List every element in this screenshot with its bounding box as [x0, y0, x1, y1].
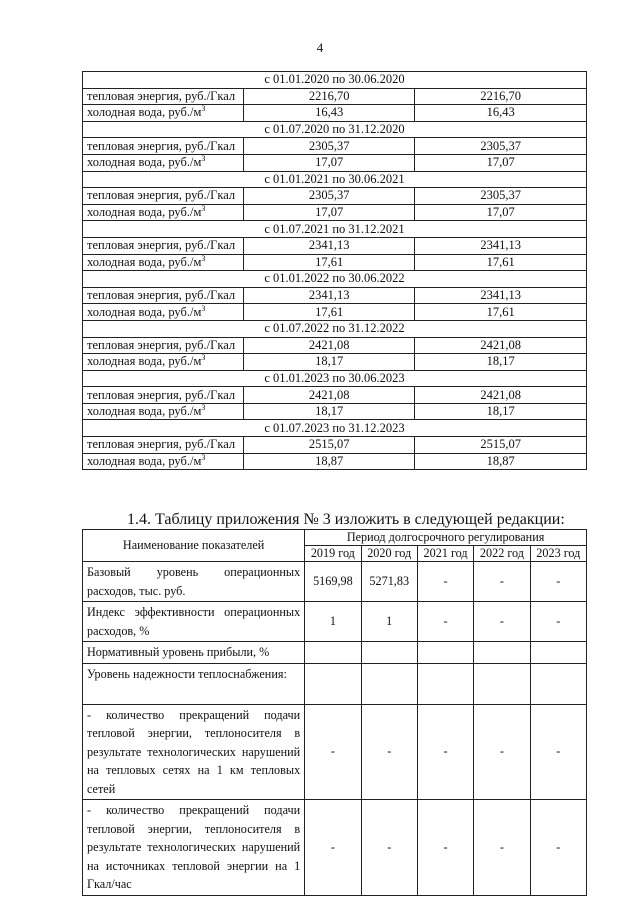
period-label: с 01.07.2020 по 31.12.2020: [83, 121, 587, 138]
period-row: [83, 320, 587, 337]
tariff-value-2: 2341,13: [415, 287, 587, 304]
year-header: 2023 год: [530, 546, 586, 562]
param-value: -: [305, 704, 361, 800]
tariff-name-text: тепловая энергия, руб./Гкал: [87, 238, 236, 253]
tariff-name-text: тепловая энергия, руб./Гкал: [87, 138, 236, 153]
tariff-value-2: 2421,08: [415, 387, 587, 404]
tariff-value-1: 17,61: [243, 304, 415, 321]
period-label: с 01.01.2023 по 30.06.2023: [83, 370, 587, 387]
params-header-row: [83, 530, 587, 546]
param-value: 1: [305, 602, 361, 642]
param-value: -: [305, 800, 361, 896]
tariff-value-2: 17,07: [415, 204, 587, 221]
param-value: -: [474, 562, 530, 602]
tariff-name: [83, 403, 244, 420]
tariff-value-2: 17,61: [415, 304, 587, 321]
header-name-cell: Наименование показателей: [83, 530, 305, 562]
period-row: [83, 420, 587, 437]
tariff-row: [83, 387, 587, 404]
param-value: -: [417, 800, 473, 896]
tariff-value-2: 17,07: [415, 154, 587, 171]
tariff-name-text: тепловая энергия, руб./Гкал: [87, 387, 236, 402]
unit-superscript: 3: [201, 253, 206, 263]
params-row: [83, 704, 587, 800]
tariff-name-text: холодная вода, руб./м: [87, 304, 202, 319]
param-value: [361, 663, 417, 704]
tariff-value-1: 2421,08: [243, 337, 415, 354]
tariff-row: [83, 287, 587, 304]
tariff-name: [83, 237, 244, 254]
param-value: -: [417, 602, 473, 642]
period-row: [83, 271, 587, 288]
param-value: [530, 663, 586, 704]
tariff-name-text: холодная вода, руб./м: [87, 205, 202, 220]
tariff-name: [83, 204, 244, 221]
param-value: 1: [361, 602, 417, 642]
param-value: [305, 663, 361, 704]
unit-superscript: 3: [201, 154, 206, 164]
tariff-name: [83, 287, 244, 304]
header-period-cell: Период долгосрочного регулирования: [305, 530, 587, 546]
param-value: [305, 642, 361, 664]
period-row: [83, 171, 587, 188]
tariff-value-2: 18,17: [415, 354, 587, 371]
period-row: [83, 221, 587, 238]
param-name: - количество прекращений подачи тепловой энергии, теплоносителя в результате технологических нарушений на источниках тепловой энергии на 1 Гкал/час: [83, 800, 305, 896]
tariff-name-text: тепловая энергия, руб./Гкал: [87, 437, 236, 452]
params-row: [83, 642, 587, 664]
tariff-value-1: 17,07: [243, 154, 415, 171]
tariff-name: [83, 138, 244, 155]
tariff-row: [83, 437, 587, 454]
tariff-row: [83, 304, 587, 321]
year-header: 2022 год: [474, 546, 530, 562]
tariff-value-2: 2421,08: [415, 337, 587, 354]
tariff-name-text: тепловая энергия, руб./Гкал: [87, 337, 236, 352]
tariff-name-text: холодная вода, руб./м: [87, 105, 202, 120]
tariff-name: [83, 154, 244, 171]
tariff-row: [83, 204, 587, 221]
param-name: - количество прекращений подачи тепловой энергии, теплоносителя в результате технологических нарушений на тепловых сетях на 1 км тепловых сетей: [83, 704, 305, 800]
tariff-value-2: 16,43: [415, 105, 587, 122]
tariff-name: [83, 188, 244, 205]
param-value: -: [530, 562, 586, 602]
tariff-row: [83, 188, 587, 205]
tariff-value-1: 17,07: [243, 204, 415, 221]
tariff-name-text: тепловая энергия, руб./Гкал: [87, 288, 236, 303]
tariff-value-1: 2515,07: [243, 437, 415, 454]
tariff-row: [83, 453, 587, 470]
param-value: [474, 642, 530, 664]
params-row: [83, 800, 587, 896]
tariff-row: [83, 337, 587, 354]
param-value: -: [530, 602, 586, 642]
tariff-value-2: 17,61: [415, 254, 587, 271]
period-label: с 01.07.2022 по 31.12.2022: [83, 320, 587, 337]
param-value: -: [530, 800, 586, 896]
param-value: [417, 663, 473, 704]
param-value: -: [530, 704, 586, 800]
param-value: -: [474, 704, 530, 800]
tariff-row: [83, 154, 587, 171]
tariff-name: [83, 88, 244, 105]
param-value: -: [474, 602, 530, 642]
period-row: [83, 72, 587, 89]
period-row: [83, 370, 587, 387]
param-name: Базовый уровень операционных расходов, тыс. руб.: [83, 562, 305, 602]
param-value: [474, 663, 530, 704]
param-value: 5169,98: [305, 562, 361, 602]
param-value: -: [417, 704, 473, 800]
tariff-name: [83, 437, 244, 454]
unit-superscript: 3: [201, 104, 206, 114]
param-value: [530, 642, 586, 664]
tariff-value-2: 18,87: [415, 453, 587, 470]
param-value: -: [361, 800, 417, 896]
tariff-value-2: 2216,70: [415, 88, 587, 105]
tariff-name-text: холодная вода, руб./м: [87, 254, 202, 269]
tariff-value-2: 2515,07: [415, 437, 587, 454]
tariff-row: [83, 105, 587, 122]
tariff-row: [83, 403, 587, 420]
tariff-row: [83, 88, 587, 105]
param-value: [417, 642, 473, 664]
params-row: [83, 562, 587, 602]
period-row: [83, 121, 587, 138]
tariff-row: [83, 138, 587, 155]
tariff-value-1: 18,87: [243, 453, 415, 470]
tariff-value-1: 2305,37: [243, 188, 415, 205]
params-row: [83, 663, 587, 704]
tariff-name-text: холодная вода, руб./м: [87, 453, 202, 468]
param-value: 5271,83: [361, 562, 417, 602]
tariff-value-1: 2341,13: [243, 237, 415, 254]
unit-superscript: 3: [201, 403, 206, 413]
period-label: с 01.01.2022 по 30.06.2022: [83, 271, 587, 288]
section-heading: 1.4. Таблицу приложения № 3 изложить в следующей редакции:: [127, 511, 565, 528]
tariff-value-1: 18,17: [243, 354, 415, 371]
tariff-value-1: 2305,37: [243, 138, 415, 155]
tariff-name-text: холодная вода, руб./м: [87, 155, 202, 170]
tariff-value-2: 2341,13: [415, 237, 587, 254]
period-label: с 01.07.2023 по 31.12.2023: [83, 420, 587, 437]
tariff-row: [83, 237, 587, 254]
tariff-name-text: холодная вода, руб./м: [87, 404, 202, 419]
tariff-name-text: тепловая энергия, руб./Гкал: [87, 188, 236, 203]
param-value: -: [417, 562, 473, 602]
year-header: 2019 год: [305, 546, 361, 562]
tariff-name: [83, 337, 244, 354]
tariff-row: [83, 354, 587, 371]
tariff-name: [83, 354, 244, 371]
tariff-value-2: 2305,37: [415, 188, 587, 205]
tariff-value-1: 2341,13: [243, 287, 415, 304]
tariff-value-2: 2305,37: [415, 138, 587, 155]
tariff-value-1: 16,43: [243, 105, 415, 122]
unit-superscript: 3: [201, 353, 206, 363]
period-label: с 01.01.2021 по 30.06.2021: [83, 171, 587, 188]
tariff-name: [83, 387, 244, 404]
period-label: с 01.01.2020 по 30.06.2020: [83, 72, 587, 89]
params-table: [82, 529, 587, 896]
param-name: Индекс эффективности операционных расходов, %: [83, 602, 305, 642]
tariff-value-1: 18,17: [243, 403, 415, 420]
tariff-name: [83, 254, 244, 271]
tariff-name-text: холодная вода, руб./м: [87, 354, 202, 369]
tariff-value-1: 2421,08: [243, 387, 415, 404]
tariff-name: [83, 453, 244, 470]
tariff-value-2: 18,17: [415, 403, 587, 420]
unit-superscript: 3: [201, 203, 206, 213]
tariff-name: [83, 304, 244, 321]
param-value: -: [474, 800, 530, 896]
tariff-value-1: 17,61: [243, 254, 415, 271]
year-header: 2020 год: [361, 546, 417, 562]
year-header: 2021 год: [417, 546, 473, 562]
period-label: с 01.07.2021 по 31.12.2021: [83, 221, 587, 238]
param-name: Уровень надежности теплоснабжения:: [83, 663, 305, 704]
tariff-name-text: тепловая энергия, руб./Гкал: [87, 88, 236, 103]
param-value: -: [361, 704, 417, 800]
params-row: [83, 602, 587, 642]
tariff-table: [82, 71, 587, 470]
unit-superscript: 3: [201, 452, 206, 462]
tariff-value-1: 2216,70: [243, 88, 415, 105]
unit-superscript: 3: [201, 303, 206, 313]
param-name: Нормативный уровень прибыли, %: [83, 642, 305, 664]
tariff-row: [83, 254, 587, 271]
tariff-name: [83, 105, 244, 122]
param-value: [361, 642, 417, 664]
page-number: 4: [316, 40, 324, 55]
